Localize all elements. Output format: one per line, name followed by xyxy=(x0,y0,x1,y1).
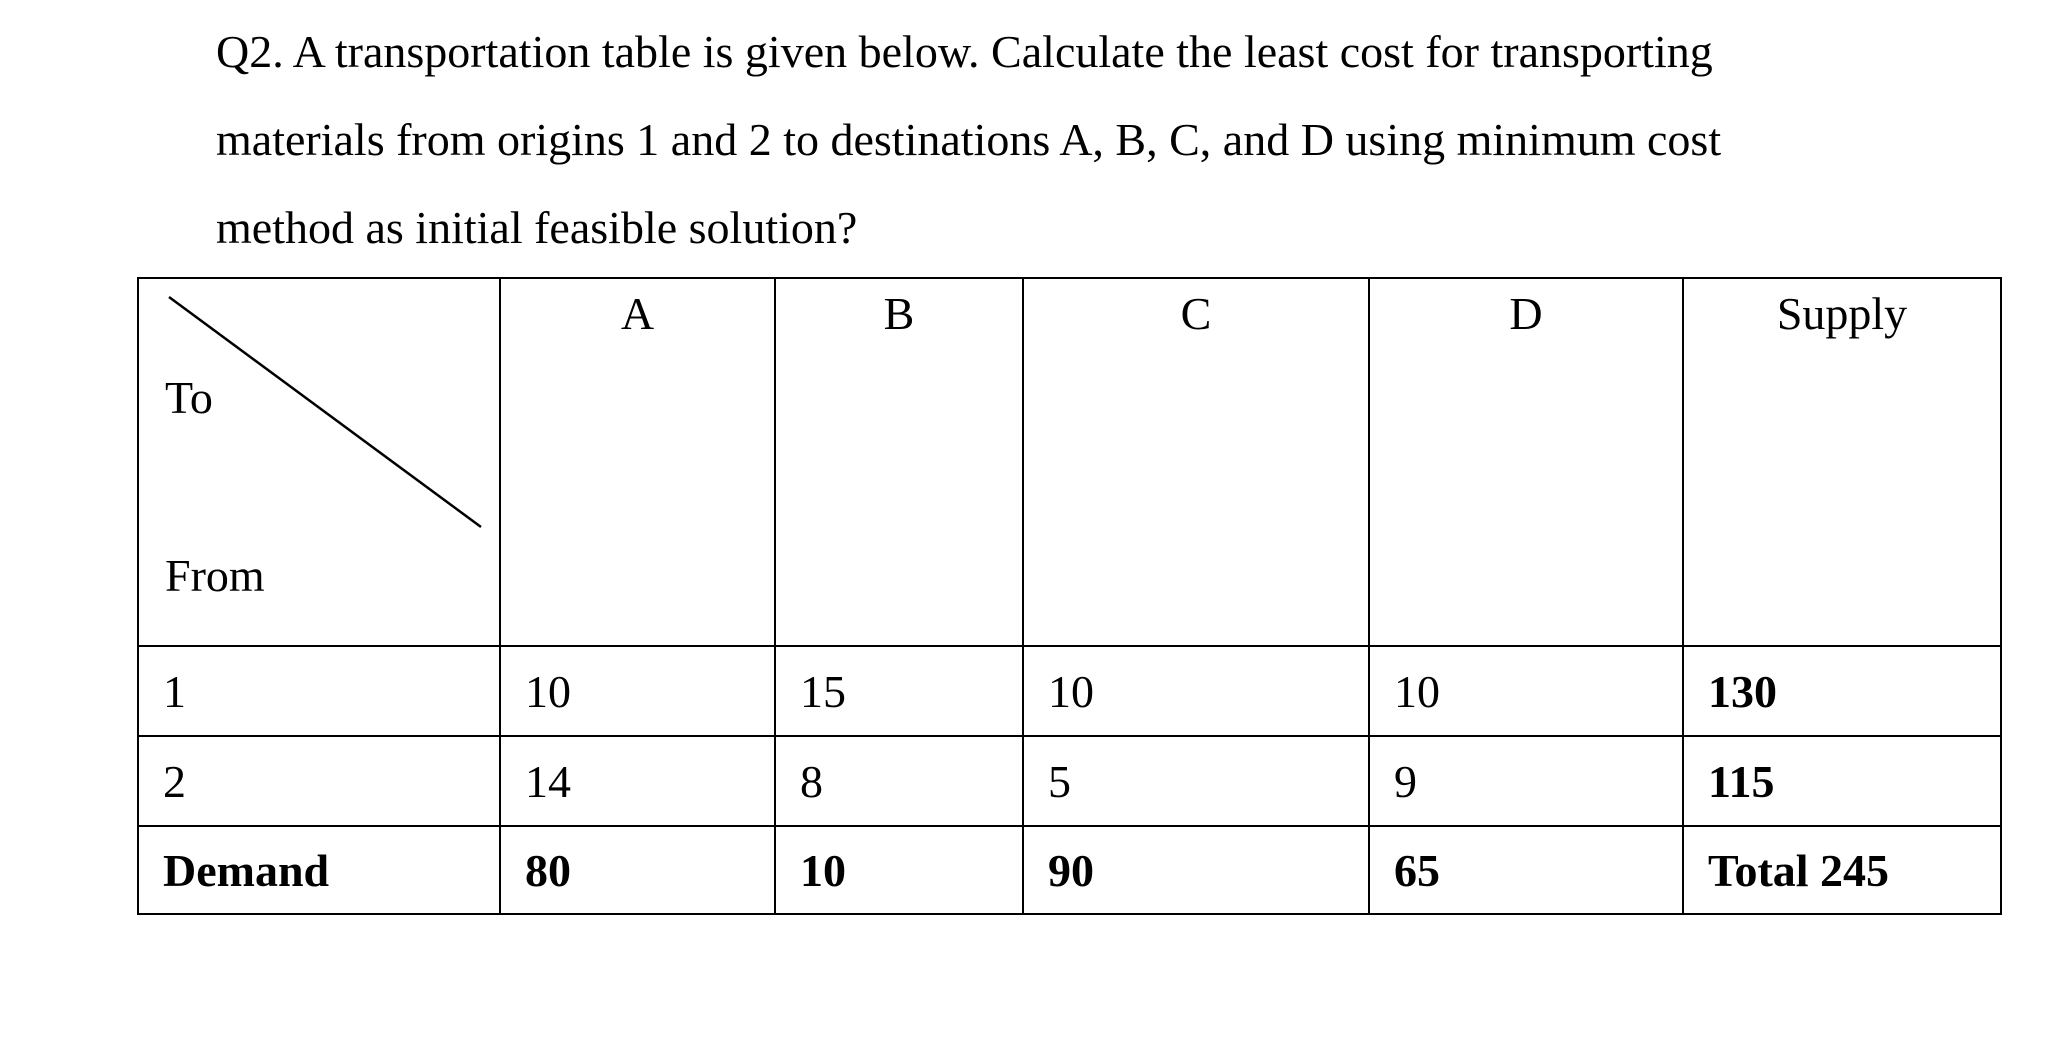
header-destination-b: B xyxy=(775,278,1023,646)
demand-cell: 65 xyxy=(1369,826,1683,914)
cost-cell: 15 xyxy=(775,646,1023,736)
cost-cell: 10 xyxy=(500,646,775,736)
corner-cell xyxy=(138,278,500,646)
cost-cell: 10 xyxy=(1023,646,1369,736)
question-line-2: materials from origins 1 and 2 to destinations A, B, C, and D using minimum cost xyxy=(216,114,1722,165)
question-line-3: method as initial feasible solution? xyxy=(216,202,858,253)
header-row xyxy=(138,278,2001,646)
origin-label: 2 xyxy=(138,736,500,826)
demand-label: Demand xyxy=(138,826,500,914)
cost-cell: 9 xyxy=(1369,736,1683,826)
header-destination-d: D xyxy=(1369,278,1683,646)
header-destination-a: A xyxy=(500,278,775,646)
cost-cell: 5 xyxy=(1023,736,1369,826)
question-text xyxy=(216,8,1976,272)
from-label: From xyxy=(165,550,265,601)
cost-cell: 8 xyxy=(775,736,1023,826)
table-row-origin-1 xyxy=(138,646,2001,736)
header-supply: Supply xyxy=(1683,278,2001,646)
to-label: To xyxy=(165,372,213,423)
demand-cell: 80 xyxy=(500,826,775,914)
origin-label: 1 xyxy=(138,646,500,736)
table-row-origin-2 xyxy=(138,736,2001,826)
demand-cell: 10 xyxy=(775,826,1023,914)
supply-cell: 115 xyxy=(1683,736,2001,826)
table-row-demand xyxy=(138,826,2001,914)
total-cell: Total 245 xyxy=(1683,826,2001,914)
demand-cell: 90 xyxy=(1023,826,1369,914)
header-destination-c: C xyxy=(1023,278,1369,646)
cost-cell: 10 xyxy=(1369,646,1683,736)
transportation-table xyxy=(137,277,2002,915)
supply-cell: 130 xyxy=(1683,646,2001,736)
cost-cell: 14 xyxy=(500,736,775,826)
question-line-1: Q2. A transportation table is given below. Calculate the least cost for transporting xyxy=(216,26,1713,77)
